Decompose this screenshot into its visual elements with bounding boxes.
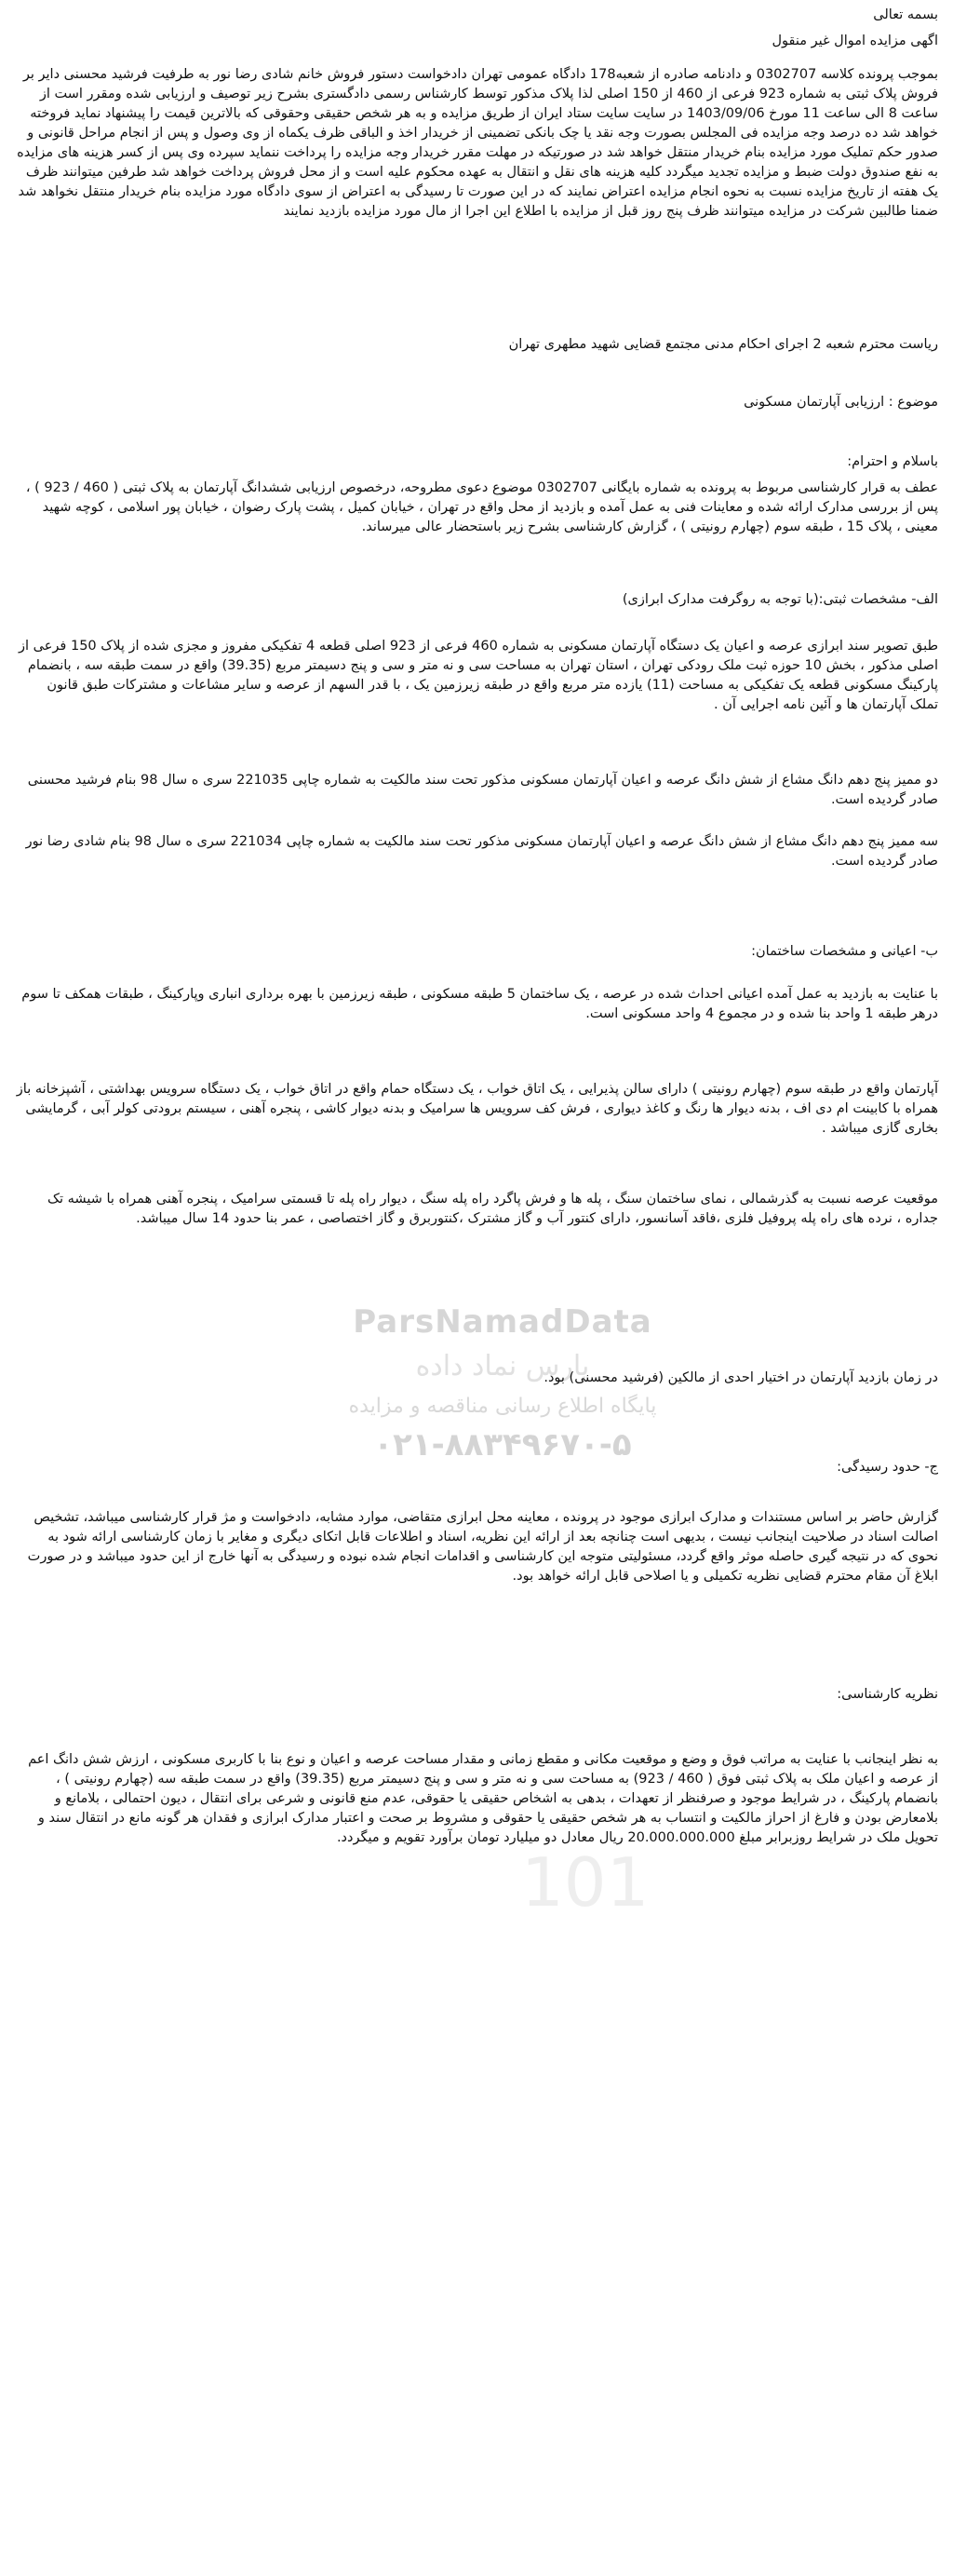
section-b-paragraph-4: در زمان بازدید آپارتمان در اختیار احدی از مالکین (فرشید محسنی) بود. xyxy=(544,1370,938,1385)
section-a-paragraph-2: دو ممیز پنج دهم دانگ مشاع از شش دانگ عرصه و اعیان آپارتمان مسکونی مذکور تحت سند مالکیت به شماره چاپی 221035 سری ه سال 98 بنام فرشید محسنی صادر گردیده است. xyxy=(27,773,938,807)
section-c-paragraph: گزارش حاضر بر اساس مستندات و مدارک ابرازی موجود در پرونده ، معاینه محل ابرازی متقاضی، موارد مشابه، دادخواست و مژ قرار کارشناسی میباشد، تشخیص اصالت اسناد در صلاحیت اینجانب نیست ، بدیهی است چنانچه بعد از ارائه این نظریه، اسناد و اطلاعات قابل اتکای دیگری و مغایر با زمان کارشناسی ارائه شود به نحوی که در نتیجه گیری حاصله موثر واقع گردد، مسئولیتی متوجه این کارشناسی و اقدامات انجام شده نبوده و رسیدگی به آنها خارج از این حدود میباشد و در صورت ابلاغ آن مقام محترم قضایی نظریه تکمیلی و یا اصلاحی قابل ارائه خواهد بود. xyxy=(27,1510,938,1584)
section-b-heading: ب- اعیانی و مشخصات ساختمان: xyxy=(751,944,938,959)
greeting: باسلام و احترام: xyxy=(847,454,938,469)
intro-paragraph: بموجب پرونده کلاسه 0302707 و دادنامه صادره از شعبه178 دادگاه عمومی تهران دادخواست دستور فروش خانم شادی رضا نور به طرفیت فرشید محسنی دایر بر فروش پلاک ثبتی به شماره 923 فرعی از 460 از 150 اصلی لذا پلاک مذکور توسط کارشناس رسمی دادگستری بشرح زیر توصیف و ارزیابی شده ومقرر است از ساعت 8 الی ساعت 11 مورخ 1403/09/06 در سایت سایت ستاد ایران از طریق مزایده و به هر شخص حقیقی وحقوقی که بالاترین قیمت را پیشنهاد نماید فروخته خواهد شد ده درصد وجه مزایده فی المجلس بصورت وجه نقد یا چک بانکی تضمینی از خریدار اخذ و الباقی ظرف یکماه از وی وصول و پس از انجام مراحل قانونی و صدور حکم تملیک مورد مزایده بنام خریدار منتقل خواهد شد در صورتیکه در مهلت مقرر خریدار وجه مزایده را پرداخت ننماید سپرده وی پس از کسر هزینه های مزایده به نفع صندوق دولت ضبط و مزایده تجدید میگردد کلیه هزینه های نقل و انتقال به عهده محکوم علیه است و از محل فروش پرداخت خواهد شد طرفین میتوانند ظرف یک هفته از تاریخ مزایده نسبت به نحوه انجام مزایده اعتراض نمایند که در این صورت تا رسیدگی به اعتراض از سوی دادگاه مورد مزایده بنام خریدار منتقل نخواهد شد ضمنا طالبین شرکت در مزایده میتوانند ظرف پنج روز قبل از مزایده با اطلاع این اجرا از مال مورد مزایده بازدید نمایند xyxy=(17,67,938,219)
watermark-tagline: پایگاه اطلاع رسانی مناقصه و مزایده xyxy=(348,1395,657,1418)
bismillah: بسمه تعالی xyxy=(873,7,938,22)
section-b-paragraph-2: آپارتمان واقع در طبقه سوم (چهارم رونیتی ) دارای سالن پذیرایی ، یک اتاق خواب ، یک دستگاه حمام واقع در اتاق خواب ، یک دستگاه سرویس بهداشتی ، آشپزخانه باز همراه با کابینت ام دی اف ، بدنه دیوار ها رنگ و کاغذ دیواری ، فرش کف سرویس ها سرامیک و بدنه دیوار کاشی ، پنجره آهنی ، سیستم برودتی کولر آبی ، گرمایشی بخاری گازی میباشد . xyxy=(16,1082,938,1136)
opinion-paragraph: به نظر اینجانب با عنایت به مراتب فوق و وضع و موقعیت مکانی و مقطع زمانی و مقدار مساحت عرصه و اعیان و نوع بنا با کاربری مسکونی ، ارزش شش دانگ اعم از عرصه و اعیان ملک به پلاک ثبتی فوق ( 460 / 923) به مساحت سی و نه متر و سی و پنج دسیمتر مربع (39.35) واقع در سمت طبقه سه (چهارم رونیتی ) ، بانضمام پارکینگ ، در شرایط موجود و صرفنظر از تعهدات ، بدهی به اشخاص حقیقی یا حقوقی، عدم منع قانونی و شرعی برای انتقال ، دیون احتمالی ، بلامانع و بلامعارض بودن و فارغ از احراز مالکیت و انتساب به هر شخص حقیقی یا حقوقی و مشروط بر صحت و اعتبار مدارک ابرازی و فقدان هر گونه مانع در انتقال سند و تحویل ملک در شرایط روزبرابر مبلغ 20.000.000.000 ریال معادل دو میلیارد تومان برآورد تقویم و میگردد. xyxy=(28,1752,938,1845)
section-b-paragraph-3: موقعیت عرصه نسبت به گذرشمالی ، نمای ساختمان سنگ ، پله ها و فرش پاگرد راه پله سنگ ، دیوار راه پله تا قسمتی سرامیک ، پنجره آهنی همراه با شیشه تک جداره ، نرده های راه پله پروفیل فلزی ،فاقد آسانسور، دارای کنتور آب و گاز مشترک ،کنتوربرق و گاز اختصاصی ، عمر بنا حدود 14 سال میباشد. xyxy=(47,1192,938,1226)
page-title: اگهی مزایده اموال غیر منقول xyxy=(772,34,938,48)
subject: موضوع : ارزیابی آپارتمان مسکونی xyxy=(744,395,938,410)
section-c-heading: ج- حدود رسیدگی: xyxy=(837,1460,938,1475)
addressee: ریاست محترم شعبه 2 اجرای احکام مدنی مجتمع قضایی شهید مطهری تهران xyxy=(508,337,938,352)
reference-paragraph: عطف به قرار کارشناسی مربوط به پرونده به شماره بایگانی 0302707 موضوع دعوی مطروحه، درخصوص ارزیابی ششدانگ آپارتمان به پلاک ثبتی ( 460 / 923 ) ، پس از بررسی مدارک ارائه شده و معاینات فنی به عمل آمده و بازدید از محل واقع در تهران ، خیابان کمیل ، پشت پارک رضوان ، خیابان پور اسلامی ، کوچه شهید معینی ، پلاک 15 ، طبقه سوم (چهارم رونیتی ) ، گزارش کارشناسی بشرح زیر باستحضار عالی میرساند. xyxy=(25,480,938,534)
opinion-heading: نظریه کارشناسی: xyxy=(837,1687,938,1702)
watermark-name: پارس نماد داده xyxy=(415,1350,590,1382)
watermark-phone: ۰۲۱-۸۸۳۴۹۶۷۰-۵ xyxy=(373,1426,632,1463)
section-a-paragraph-3: سه ممیز پنج دهم دانگ مشاع از شش دانگ عرصه و اعیان آپارتمان مسکونی مذکور تحت سند مالکیت به شماره چاپی 221034 سری ه سال 98 بنام شادی رضا نور صادر گردیده است. xyxy=(25,834,938,869)
section-a-paragraph-1: طبق تصویر سند ابرازی عرصه و اعیان یک دستگاه آپارتمان مسکونی به شماره 460 فرعی از 923 اصلی قطعه 4 تفکیکی مفروز و مجزی شده از پلاک 150 فرعی از اصلی مذکور ، بخش 10 حوزه ثبت ملک رودکی تهران ، استان تهران به مساحت سی و نه متر و سی و پنج دسیمتر مربع (39.35) واقع در سمت طبقه سه ، بانضمام پارکینگ مسکونی قطعه یک تفکیکی به مساحت (11) یازده متر مربع واقع در طبقه زیرزمین یک ، با قدر السهم از عرصه و سایر مشاعات و مشترکات طبق قانون تملک آپارتمان ها و آئین نامه اجرایی آن . xyxy=(19,639,938,712)
section-b-paragraph-1: با عنایت به بازدید به عمل آمده اعیانی احداث شده در عرصه ، یک ساختمان 5 طبقه مسکونی ، طبقه زیرزمین با بهره برداری انباری وپارکینگ ، طبقات همکف تا سوم درهر طبقه 1 واحد بنا شده و در مجموع 4 واحد مسکونی است. xyxy=(21,987,938,1021)
watermark-logo: ParsNamadData xyxy=(353,1303,652,1341)
section-a-heading: الف- مشخصات ثبتی:(با توجه به روگرفت مدارک ابرازی) xyxy=(622,592,938,607)
watermark-corner: 101 xyxy=(521,1843,650,1922)
